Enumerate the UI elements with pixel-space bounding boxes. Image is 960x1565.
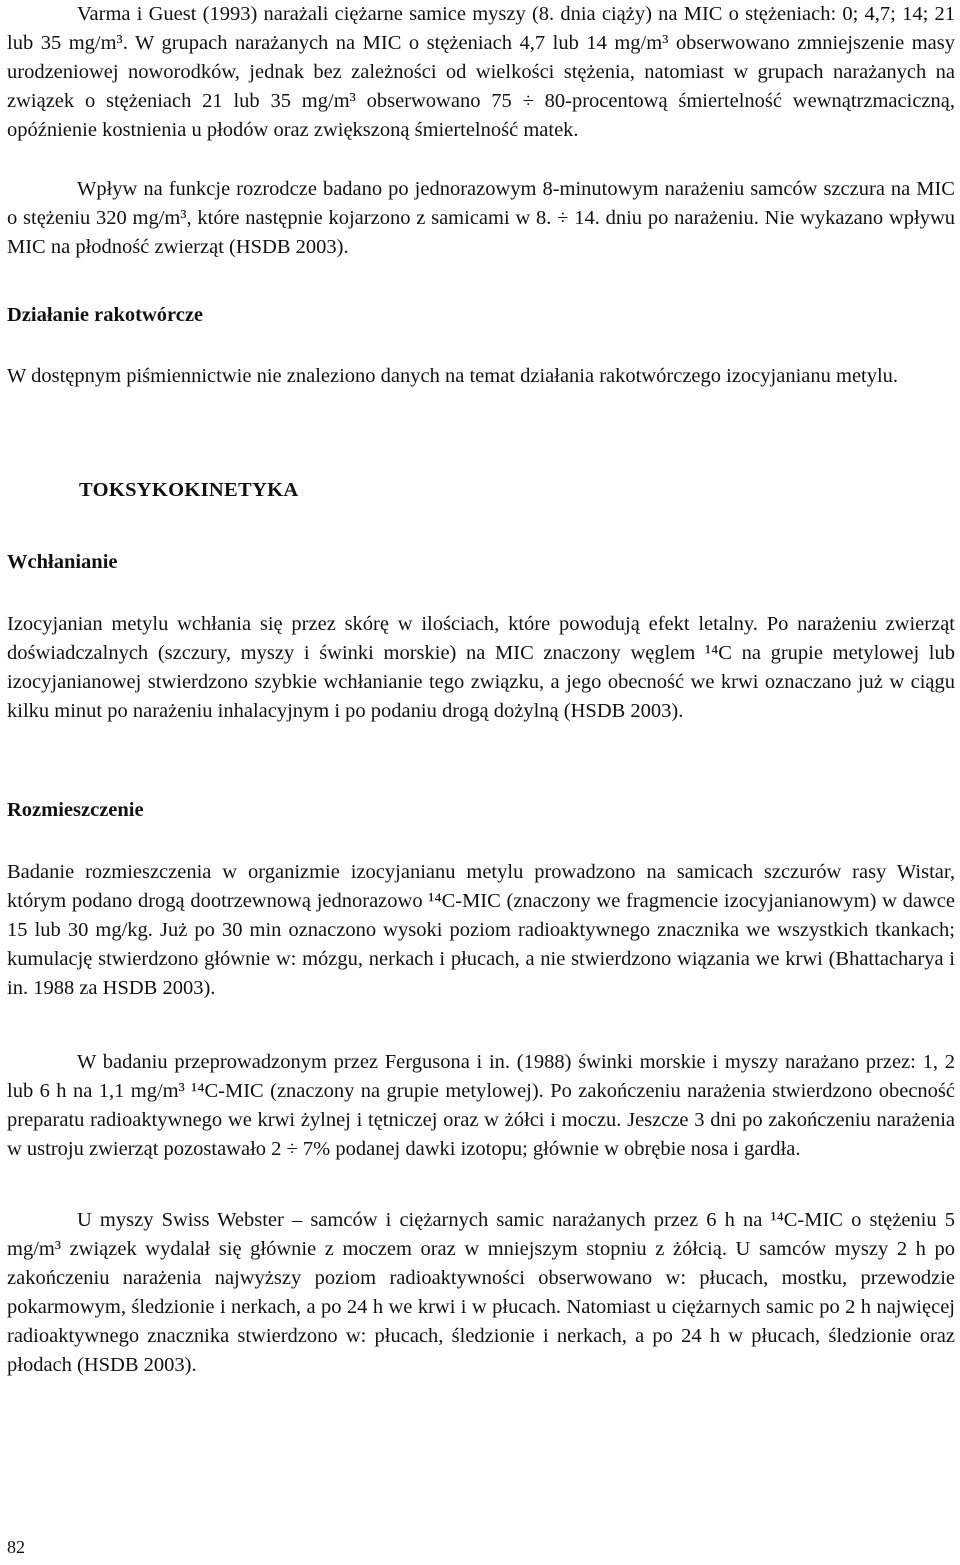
heading-absorption: Wchłanianie	[7, 551, 118, 573]
heading-carcinogenic: Działanie rakotwórcze	[7, 304, 204, 326]
paragraph-absorption: Izocyjanian metylu wchłania się przez skórę w ilościach, które powodują efekt letalny. Po narażeniu zwierząt doświadczalnych (szczury, myszy i świnki morskie) na MIC znaczony węglem ¹⁴C na grupie metylowej lub izocyjanianowej stwierdzono szybkie wchłanianie tego związku, a jego obecność we krwi oznaczano już w ciągu kilku minut po narażeniu inhalacyjnym i po podaniu drogą dożylną (HSDB 2003).	[7, 613, 955, 722]
paragraph-distribution-guinea-pigs: W badaniu przeprowadzonym przez Fergusona i in. (1988) świnki morskie i myszy narażano przez: 1, 2 lub 6 h na 1,1 mg/m³ ¹⁴C-MIC (znaczony na grupie metylowej). Po zakończeniu narażenia stwierdzono obecność preparatu radioaktywnego we krwi żylnej i tętniczej oraz w żółci i moczu. Jeszcze 3 dni po zakończeniu narażenia w ustroju zwierząt pozostawało 2 ÷ 7% podanej dawki izotopu; głównie w obrębie nosa i gardła.	[7, 1051, 955, 1160]
paragraph-reproduction-mice: Varma i Guest (1993) narażali ciężarne samice myszy (8. dnia ciąży) na MIC o stężeniach: 0; 4,7; 14; 21 lub 35 mg/m³. W grupach narażanych na MIC o stężeniach 4,7 lub 14 mg/m³ obserwowano zmniejszenie masy urodzeniowej noworodków, jednak bez zależności od wielkości stężenia, natomiast w grupach narażanych na związek o stężeniach 21 lub 35 mg/m³ obserwowano 75 ÷ 80-procentową śmiertelność wewnątrzmaciczną, opóźnienie kostnienia u płodów oraz zwiększoną śmiertelność matek.	[7, 3, 955, 141]
heading-distribution: Rozmieszczenie	[7, 799, 144, 821]
page-number: 82	[7, 1537, 25, 1557]
paragraph-distribution-rats: Badanie rozmieszczenia w organizmie izocyjanianu metylu prowadzono na samicach szczurów rasy Wistar, którym podano drogą dootrzewnową jednorazowo ¹⁴C-MIC (znaczony we fragmencie izocyjanianowym) w dawce 15 lub 30 mg/kg. Już po 30 min oznaczono wysoki poziom radioaktywnego znacznika we wszystkich tkankach; kumulację stwierdzono głównie w: mózgu, nerkach i płucach, a nie stwierdzono wiązania we krwi (Bhattacharya i in. 1988 za HSDB 2003).	[7, 861, 955, 999]
paragraph-reproduction-rats: Wpływ na funkcje rozrodcze badano po jednorazowym 8-minutowym narażeniu samców szczura na MIC o stężeniu 320 mg/m³, które następnie kojarzono z samicami w 8. ÷ 14. dniu po narażeniu. Nie wykazano wpływu MIC na płodność zwierząt (HSDB 2003).	[7, 178, 955, 258]
paragraph-carcinogenic: W dostępnym piśmiennictwie nie znaleziono danych na temat działania rakotwórczego izocyjanianu metylu.	[7, 365, 899, 387]
paragraph-distribution-swiss-webster: U myszy Swiss Webster – samców i ciężarnych samic narażanych przez 6 h na ¹⁴C-MIC o stężeniu 5 mg/m³ związek wydalał się głównie z moczem oraz w mniejszym stopniu z żółcią. U samców myszy 2 h po zakończeniu narażenia najwyższy poziom radioaktywności obserwowano w: płucach, mostku, przewodzie pokarmowym, śledzionie i nerkach, a po 24 h we krwi i w płucach. Natomiast u ciężarnych samic po 2 h najwięcej radioaktywnego znacznika stwierdzono w: płucach, śledzionie i nerkach, a po 24 h w płucach, śledzionie oraz płodach (HSDB 2003).	[7, 1209, 955, 1376]
heading-toxicokinetics: TOKSYKOKINETYKA	[79, 479, 299, 501]
document-page	[7, 0, 957, 1565]
